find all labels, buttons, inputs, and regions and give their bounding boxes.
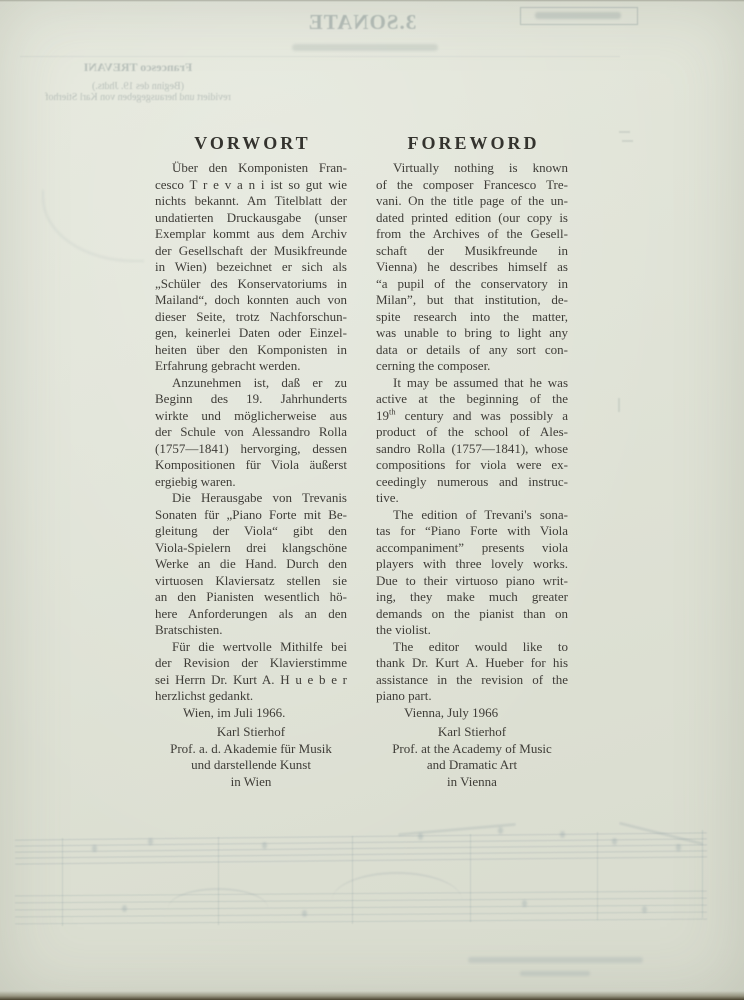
german-title: VORWORT [194,133,311,153]
text-line: Bratschisten. [155,622,223,637]
bleedthrough-subtitle-smudge [292,44,438,51]
text-line: Werke an die Hand. Durch den [155,556,347,571]
text-line: undatierten Druckausgabe (unser [155,209,347,225]
text-line: Sonaten für „Piano Forte mit Be- [155,506,347,522]
text-line: nichts bekannt. Am Titelblatt der [155,193,347,208]
text-line: (1757—1841) hervorging, dessen [155,440,347,456]
text-line: here Anforderungen als an den [155,605,347,621]
text-line: cerning the composer. [376,358,491,373]
bleedthrough-mark [622,140,633,142]
text-line: in Wien) bezeichnet er sich als [155,259,347,274]
text-line: vani. On the title page of the un- [376,193,568,208]
text-line: der Schule von Alessandro Rolla [155,424,347,439]
paragraph [376,160,568,375]
text-line: Due to their virtuoso piano writ- [376,572,568,588]
paragraph [376,507,568,639]
text-line: Beginn des 19. Jahrhunderts [155,391,347,406]
text-line: ergiebig waren. [155,473,236,489]
text-line: It may be assumed that he was [393,374,568,390]
bleedthrough-sonata-title: 3.SONATE [307,10,417,34]
text-line: spite research into the matter, [376,308,568,324]
text-line: „Schüler des Konservatoriums in [155,275,347,291]
text-line: the violist. [376,622,431,637]
english-date-line: Vienna, July 1966 [404,704,499,720]
text-line: Karl Stierhof [216,724,286,739]
text-line: players with three lovely works. [376,556,568,571]
text-line: Für die wertvolle Mithilfe bei [172,638,347,654]
slur-bleedthrough [168,888,268,908]
text-line: 19th century and was possibly a [376,406,568,423]
text-line: dieser Seite, trotz Nachforschun- [155,308,347,324]
text-line: The edition of Trevani's sona- [393,506,568,522]
text-line: data or details of any sort con- [376,341,568,357]
note-bleedthrough [676,844,681,851]
text-line: Francesco TREVANI [83,60,193,74]
text-line: Kompositionen für Viola äußerst [155,457,347,472]
text-line: compositions for viola were ex- [376,457,568,472]
text-line: active at the beginning of the [376,391,568,406]
paragraph [155,490,347,639]
text-line: from the Archives of the Gesell- [376,226,568,241]
text-line: Über den Komponisten Fran- [172,160,347,175]
text-line: Vienna) he describes himself as [376,259,568,274]
page-top-edge [0,0,744,2]
text-line: (Beginn des 19. Jhdts.) [92,81,184,92]
text-line: der Gesellschaft der Musikfreunde [155,242,347,258]
text-line: Viola-Spielern drei klangschöne [155,539,347,555]
note-bleedthrough [302,910,307,917]
text-line: und darstellende Kunst [191,757,311,772]
english-column [376,132,568,790]
text-line: revidiert und herausgegeben von Karl Stierhof [45,92,231,103]
text-line: Die Herausgabe von Trevanis [172,490,347,505]
text-line: tas for “Piano Forte with Viola [376,523,568,538]
text-line: demands on the pianist than on [376,605,568,621]
bleedthrough-mark [619,131,630,133]
english-signature [376,724,568,790]
page-bottom-edge [0,991,744,1000]
note-bleedthrough [122,905,127,912]
text-line: gleitung der Viola“ gibt den [155,523,347,538]
text-line: herzlichst gedankt. [155,688,254,703]
paragraph [376,639,568,705]
text-line: tive. [376,490,399,505]
english-title: FOREWORD [407,133,540,153]
text-line: dated printed edition (our copy is [376,209,568,225]
note-bleedthrough [612,838,617,845]
barline-bleedthrough [597,832,598,920]
text-line: Prof. a. d. Akademie für Musik [170,740,332,756]
bleedthrough-caption-smudge [520,971,590,976]
text-line: “a pupil of the conservatory in [376,275,568,291]
paragraph [155,375,347,491]
text-line: thank Dr. Kurt A. Hueber for his [376,655,568,670]
note-bleedthrough [262,842,267,849]
text-line: ceedingly numerous and instruc- [376,473,568,489]
bleedthrough-edition-box-text-smudge [535,12,621,19]
text-line: an den Pianisten wesentlich hö- [155,589,347,604]
text-line: in Vienna [447,773,497,789]
bleedthrough-margin-squiggle [42,190,144,262]
german-signature [155,724,347,790]
text-line: Virtually nothing is known [393,160,568,175]
paragraph [376,375,568,507]
text-line: gen, keinerlei Daten oder Einzel- [155,325,347,340]
bleedthrough-rule [20,56,620,57]
text-line: in Wien [230,773,272,789]
text-line: schaft der Musikfreunde in [376,242,568,258]
text-line: Milan”, but that institution, de- [376,292,568,307]
text-line: ing, they make much greater [376,589,568,604]
note-bleedthrough [498,827,503,834]
english-body [376,160,568,705]
note-bleedthrough [522,900,527,907]
note-bleedthrough [642,906,647,913]
text-line: accompaniment” presents viola [376,539,568,555]
text-line: was unable to bring to light any [376,325,568,340]
text-line: heiten über den Komponisten in [155,341,347,357]
music-staff-bleedthrough [15,832,707,864]
barline-bleedthrough [470,834,471,922]
paragraph [155,160,347,375]
text-line: Exemplar kommt aus dem Archiv [155,226,347,241]
preface-columns [155,132,568,790]
text-line: product of the school of Ales- [376,424,568,439]
bleedthrough-mark [618,398,620,412]
bleedthrough-composer-block [23,60,253,104]
note-bleedthrough [560,831,565,838]
text-line: cesco T r e v a n i ist so gut wie [155,176,347,192]
text-line: The editor would like to [393,638,568,654]
bleedthrough-caption-smudge [468,957,643,963]
note-bleedthrough [92,845,97,852]
text-line: piano part. [376,688,432,703]
german-body [155,160,347,705]
text-line: virtuosen Klaviersatz stellen sie [155,572,347,588]
bleedthrough-edition-box [520,7,638,25]
text-line: of the composer Francesco Tre- [376,176,568,192]
text-line: sandro Rolla (1757—1841), whose [376,440,568,456]
barline-bleedthrough [218,837,219,925]
german-column [155,132,347,790]
text-line: der Revision der Klavierstimme [155,655,347,670]
text-line: Karl Stierhof [437,724,507,739]
paragraph [155,639,347,705]
barline-bleedthrough [62,838,63,926]
text-line: Mailand“, doch konnten auch von [155,292,347,307]
text-line: Prof. at the Academy of Music [392,740,552,756]
note-bleedthrough [148,838,153,845]
text-line: assistance in the revision of the [376,671,568,687]
german-date-line: Wien, im Juli 1966. [183,704,286,720]
text-line: and Dramatic Art [426,757,518,772]
text-line: Erfahrung gebracht werden. [155,358,301,373]
text-line: wirkte und möglicherweise aus [155,407,347,423]
text-line: sei Herrn Dr. Kurt A. H u e b e r [155,671,347,687]
text-line: Anzunehmen ist, daß er zu [172,374,347,390]
